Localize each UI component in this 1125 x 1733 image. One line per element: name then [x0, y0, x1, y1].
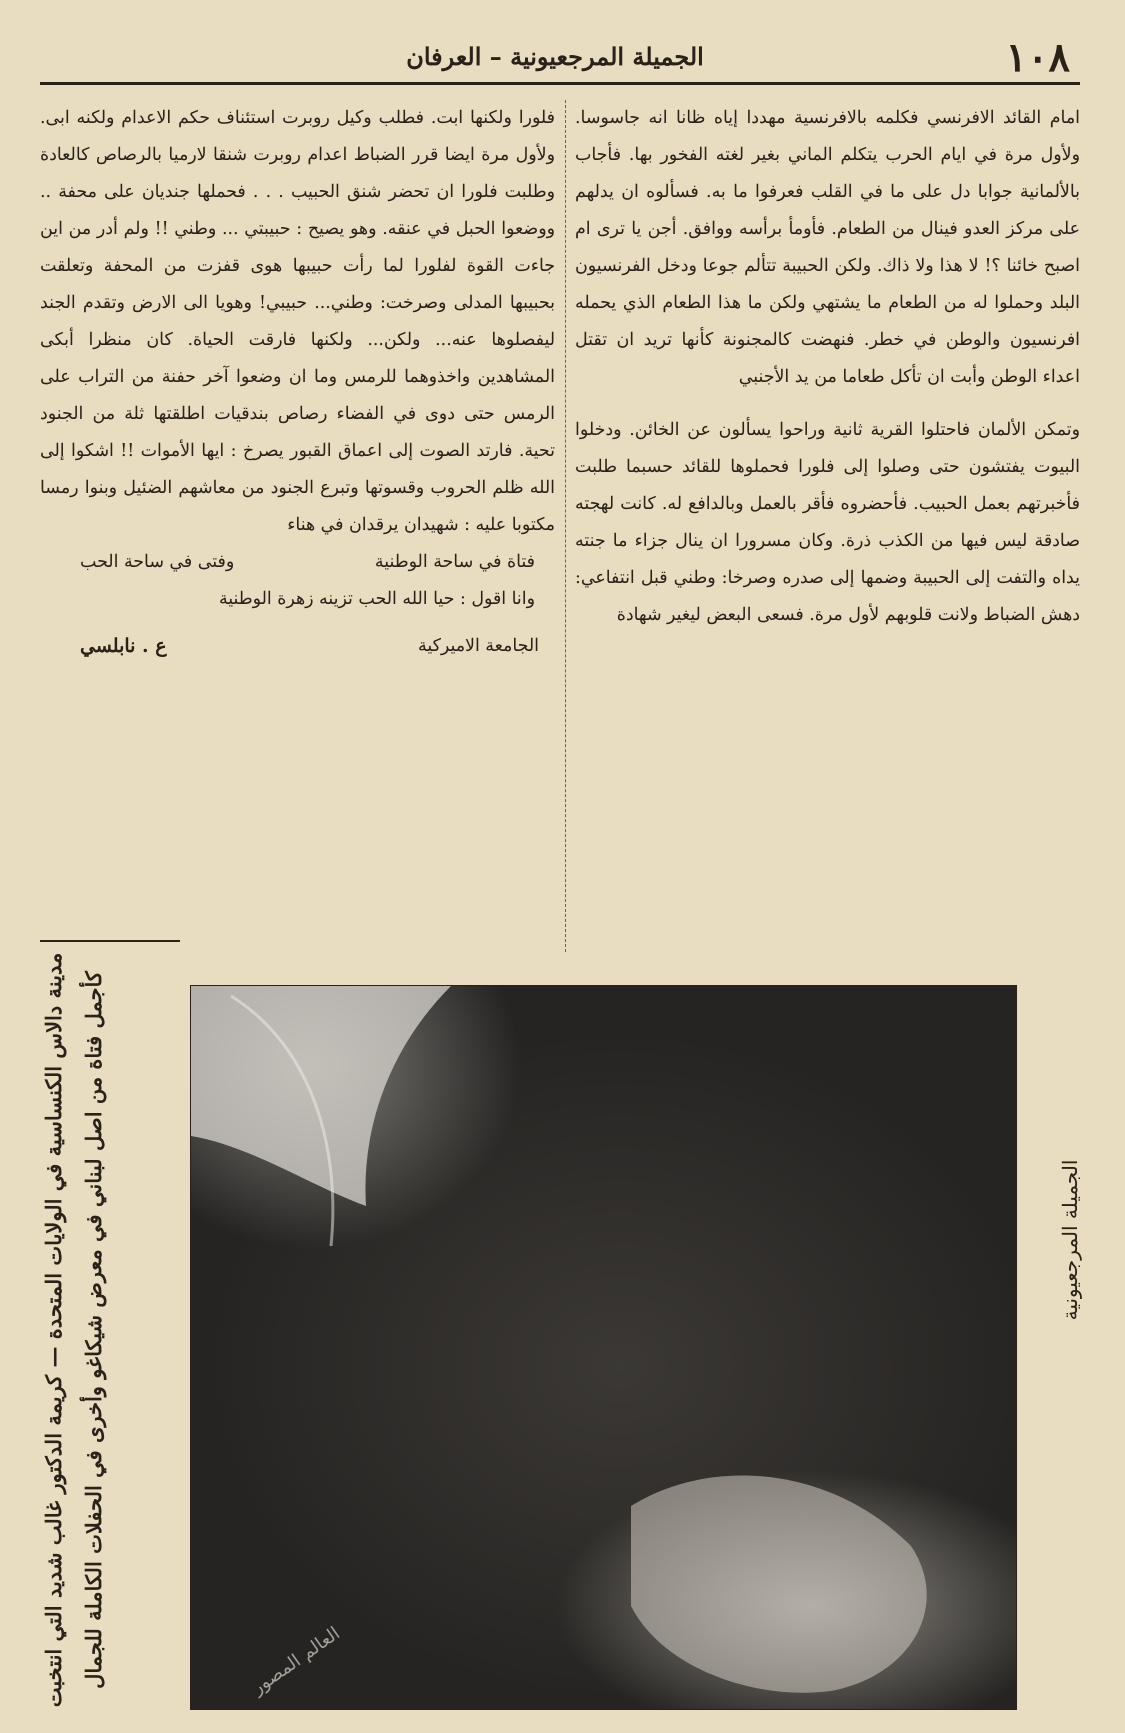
photo-caption [34, 950, 164, 1710]
verse-hemistich: وفتى في ساحة الحب [80, 552, 235, 572]
paragraph: فلورا ولكنها ابت. فطلب وكيل روبرت استئناف حكم الاعدام ولكنه ابى. ولأول مرة ايضا قرر الضباط اعدام روبرت شنقا لارميا بالرصاص كالعادة وطلبت فلورا ان تحضر شنق الحبيب . . . فحملها جنديان على محفة .. ووضعوا الحبل في عنقه. وهو يصيح : حبيبتي ... وطني !! ولم أدر من اين جاءت القوة لفلورا لما رأت حبيبها هوى قفزت من المحفة وتعلقت بحبيبها المدلى وصرخت: وطني... حبيبي! وهويا الى الارض وتقدم الجند ليفصلوها عنه... ولكن... ولكنها فارقت الحياة. كان منظرا أبكى المشاهدين واخذوهما للرمس وما ان وضعوا آخر حفنة من التراب على الرمس حتى دوى في الفضاء رصاص بندقيات اطلقتها ثلة من الجنود تحية. فارتد الصوت إلى اعماق القبور يصرخ : ايها الأموات !! اشكوا إلى الله ظلم الحروب وقسوتها وتبرع الجنود من معاشهم الضئيل وبنوا رمسا مكتوبا عليه : شهيدان يرقدان في هناء [40, 108, 555, 535]
page-header [40, 34, 1070, 82]
side-label-text: الجميلة المرجعيونية [1058, 1159, 1082, 1321]
verse-hemistich: فتاة في ساحة الوطنية [374, 552, 535, 572]
side-label [1050, 1100, 1090, 1380]
paragraph: امام القائد الافرنسي فكلمه بالافرنسية مهددا إياه ظانا انه جاسوسا. ولأول مرة في ايام الحرب يتكلم الماني بغير لغته الفخور بها. فأجاب بالألمانية جوابا دل على ما في القلب فعرفوا ما به. فسألوه ان يدلهم على مركز العدو فينال من الطعام. فأومأ برأسه ووافق. أجن يا ترى ام اصبح خائنا ؟! لا هذا ولا ذاك. ولكن الحبيبة تتألم جوعا ودخل الفرنسيون البلد وحملوا له من الطعام ما يشتهي ولكن ما هذا الطعام الذي يحمله افرنسيون والوطن في خطر. فنهضت كالمجنونة كأنها تريد ان تقتل اعداء الوطن وأبت ان تأكل طعاما من يد الأجنبي [575, 108, 1080, 387]
page-number: ١٠٨ [1005, 34, 1070, 81]
verse-line [40, 544, 555, 581]
verse-hemistich: وانا اقول : حيا الله الحب تزينه زهرة الوطنية [218, 589, 535, 609]
paragraph: وتمكن الألمان فاحتلوا القرية ثانية وراحوا يسألون عن الخائن. ودخلوا البيوت يفتشون حتى وصلوا إلى فلورا فحملوها للقائد حسبما طلبت فأخبرتهم بعمل الحبيب. فأحضروه فأقر بالعمل وبالدافع له. كانت لهجته صادقة ليس فيها من الكذب ذرة. وكان مسرورا ان ينال جزاء ما جنته يداه والتفت إلى الحبيبة وضمها إلى صدره وصرخا: وطني قبل انتفاعي: دهش الضباط ولانت قلوبهم لأول مرة. فسعى البعض ليغير شهادة [575, 420, 1080, 625]
signature-institution: الجامعة الاميركية [418, 636, 539, 656]
portrait-photo-shapes [191, 986, 1016, 1709]
photo-caption-text: مدينة دالاس الكنساسية في الولايات المتحدة — كريمة الدكتور غالب شديد التي انتخبت كأجمل فتاة من اصل لبناني في معرض شيكاغو وأخرى في الحفلات الكاملة للجمال [41, 952, 106, 1708]
photo-watermark: العالم المصور [247, 1622, 344, 1699]
signature-row [40, 628, 555, 665]
signature-author: ع . نابلسي [80, 635, 167, 657]
running-title: الجميلة المرجعيونية – العرفان [406, 42, 704, 71]
face-highlight-shape [631, 1475, 927, 1692]
signature-rule [40, 940, 180, 942]
article-column-right [575, 100, 1080, 950]
verse-line [40, 581, 555, 618]
article-column-left [40, 100, 555, 950]
header-rule [40, 82, 1080, 85]
portrait-photo [190, 985, 1017, 1710]
hat-brim-shape [191, 986, 451, 1206]
column-divider [565, 100, 566, 952]
